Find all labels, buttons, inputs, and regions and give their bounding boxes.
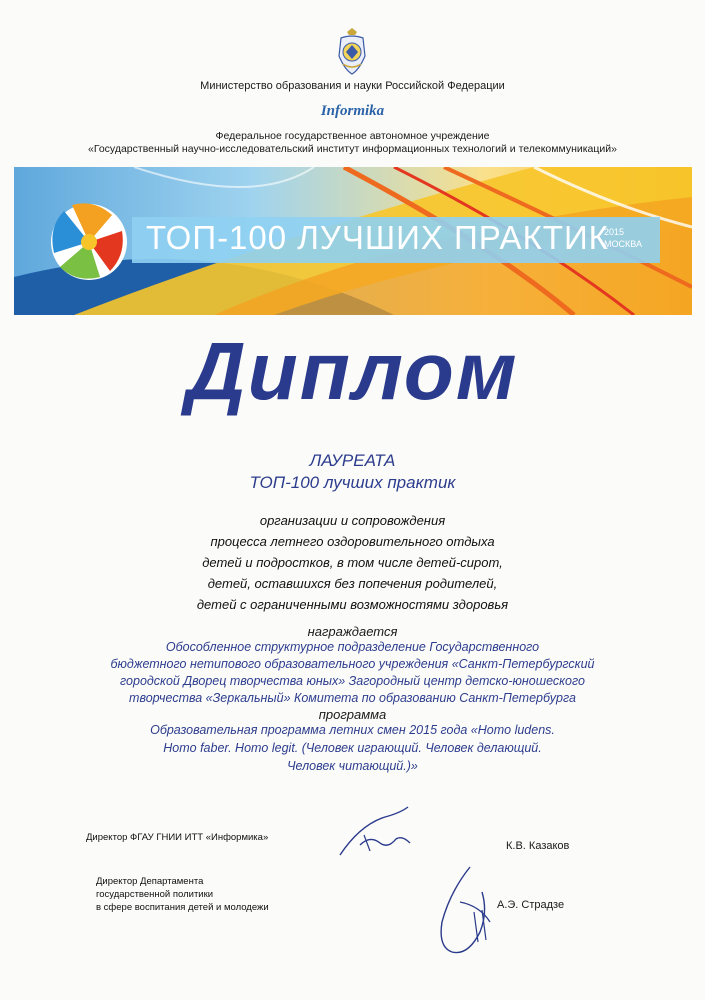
- ministry-name: Министерство образования и науки Российской Федерации: [200, 80, 505, 92]
- director2-title: [96, 875, 269, 914]
- nomination-line: процесса летнего оздоровительного отдыха: [210, 534, 495, 549]
- banner-year: 2015: [604, 227, 625, 237]
- program-line: Homo faber. Homo legit. (Человек играющий. Человек делающий.: [163, 741, 542, 755]
- nomination-line: организации и сопровождения: [259, 513, 446, 528]
- recipient-line: творчества «Зеркальный» Комитета по образованию Санкт-Петербурга: [129, 691, 576, 705]
- banner-title: ТОП-100 ЛУЧШИХ ПРАКТИК: [146, 219, 609, 256]
- laureate-label: ЛАУРЕАТА: [309, 451, 396, 470]
- program-label: программа: [318, 707, 387, 722]
- informika-logo: Informika: [320, 103, 385, 119]
- signature-stradze-icon: [430, 862, 510, 962]
- institution-line-2: «Государственный научно-исследовательский институт информационных технологий и телекоммуникаций»: [88, 143, 617, 155]
- banner-city: МОСКВА: [604, 239, 642, 249]
- nomination-line: детей, оставшихся без попечения родителей,: [207, 576, 498, 591]
- institution-line-1: Федеральное государственное автономное учреждение: [215, 130, 490, 142]
- director2-title-line: в сфере воспитания детей и молодежи: [96, 902, 269, 913]
- director2-name: А.Э. Страдзе: [497, 899, 565, 911]
- program-line: Образовательная программа летних смен 2015 года «Homo ludens.: [150, 723, 555, 737]
- nomination-line: детей и подростков, в том числе детей-сирот,: [202, 555, 503, 570]
- awarded-label: награждается: [307, 624, 398, 639]
- signature-kazakov-icon: [330, 805, 425, 865]
- recipient-line: бюджетного нетипового образовательного учреждения «Санкт-Петербургский: [110, 657, 595, 671]
- contest-name: ТОП-100 лучших практик: [249, 473, 456, 492]
- recipient-line: Обособленное структурное подразделение Государственного: [165, 640, 540, 654]
- director1-title: Директор ФГАУ ГНИИ ИТТ «Информика»: [86, 832, 269, 843]
- ministry-emblem-icon: [335, 26, 369, 76]
- director2-title-line: государственной политики: [96, 889, 214, 900]
- program-line: Человек читающий.)»: [287, 759, 418, 773]
- director1-name: К.В. Казаков: [506, 840, 570, 852]
- recipient-line: городской Дворец творчества юных» Загородный центр детско-юношеского: [120, 674, 585, 688]
- diploma-title: Диплом: [186, 326, 519, 417]
- top100-banner: [14, 167, 692, 315]
- director2-title-line: Директор Департамента: [96, 876, 204, 887]
- nomination-line: детей с ограниченными возможностями здоровья: [196, 597, 509, 612]
